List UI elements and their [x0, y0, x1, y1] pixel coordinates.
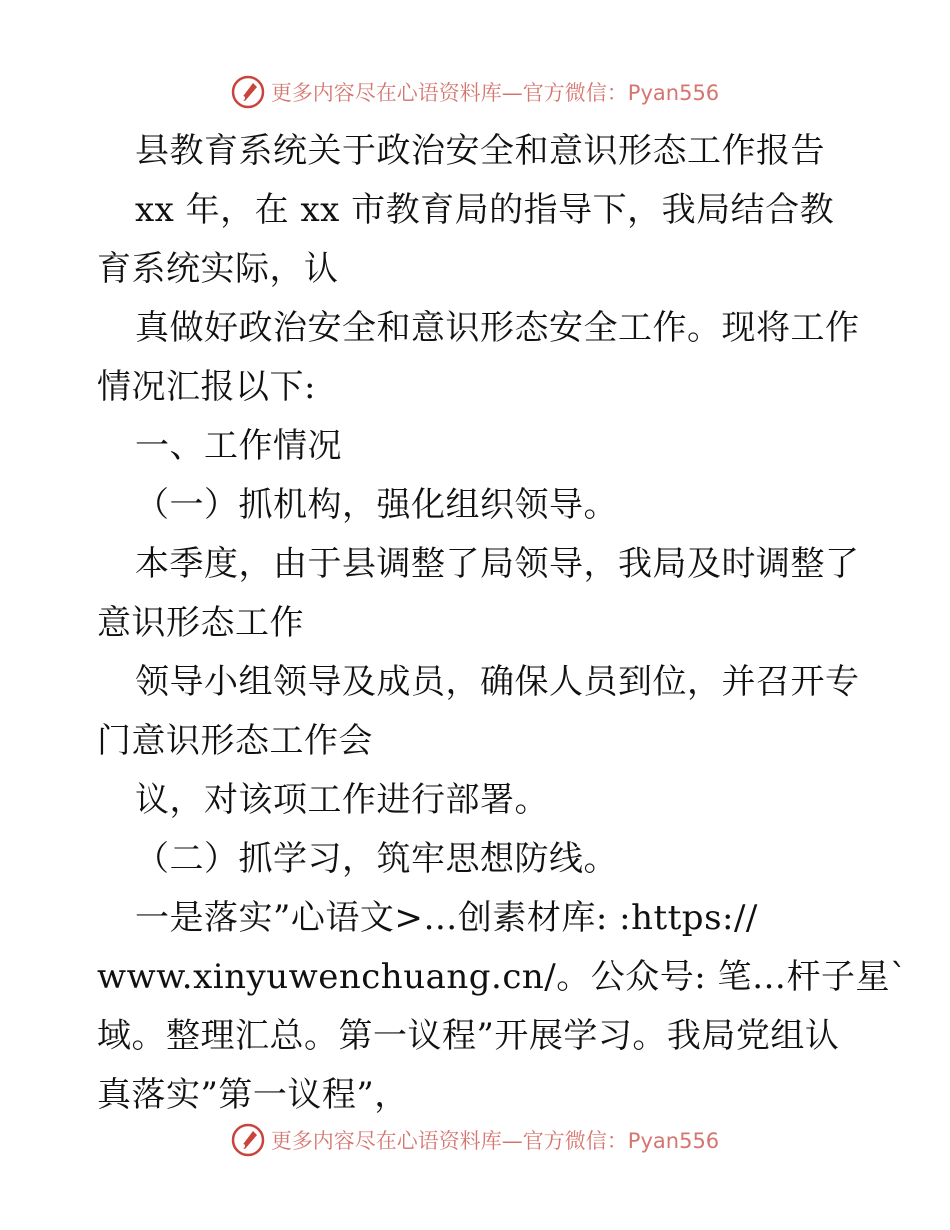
- document-body: [97, 122, 908, 1125]
- document-line: 议，对该项工作进行部署。: [135, 780, 549, 820]
- document-line: 意识形态工作: [97, 603, 304, 643]
- watermark-text: 更多内容尽在心语资料库—官方微信：Pyan556: [270, 1129, 720, 1153]
- document-line: www.xinyuwenchuang.cn/。公众号: 笔…杆子星`: [97, 957, 908, 997]
- document-line: （一）抓机构，强化组织领导。: [135, 485, 618, 525]
- document-line: 情况汇报以下:: [97, 367, 316, 407]
- document-line: 真做好政治安全和意识形态安全工作。现将工作: [135, 308, 860, 348]
- document-line: 县教育系统关于政治安全和意识形态工作报告: [135, 131, 825, 171]
- document-line: 域。整理汇总。第一议程”开展学习。我局党组认: [97, 1016, 840, 1056]
- document-line: 一是落实”心语文>…创素材库: :https://: [135, 898, 758, 938]
- watermark-banner-bottom: [0, 1118, 950, 1162]
- document-line: 本季度，由于县调整了局领导，我局及时调整了: [135, 544, 860, 584]
- document-line: 真落实”第一议程”，: [97, 1075, 409, 1115]
- pen-nib-logo-icon: [231, 1123, 265, 1157]
- document-line: （二）抓学习，筑牢思想防线。: [135, 839, 618, 879]
- pen-nib-logo-icon: [231, 75, 265, 109]
- watermark-text: 更多内容尽在心语资料库—官方微信：Pyan556: [270, 81, 720, 105]
- document-line: 一、工作情况: [135, 426, 342, 466]
- document-line: 门意识形态工作会: [97, 721, 373, 761]
- document-line: xx 年，在 xx 市教育局的指导下，我局结合教: [135, 190, 835, 230]
- document-line: 育系统实际，认: [97, 249, 339, 289]
- watermark-banner-top: [0, 70, 950, 114]
- document-line: 领导小组领导及成员，确保人员到位，并召开专: [135, 662, 860, 702]
